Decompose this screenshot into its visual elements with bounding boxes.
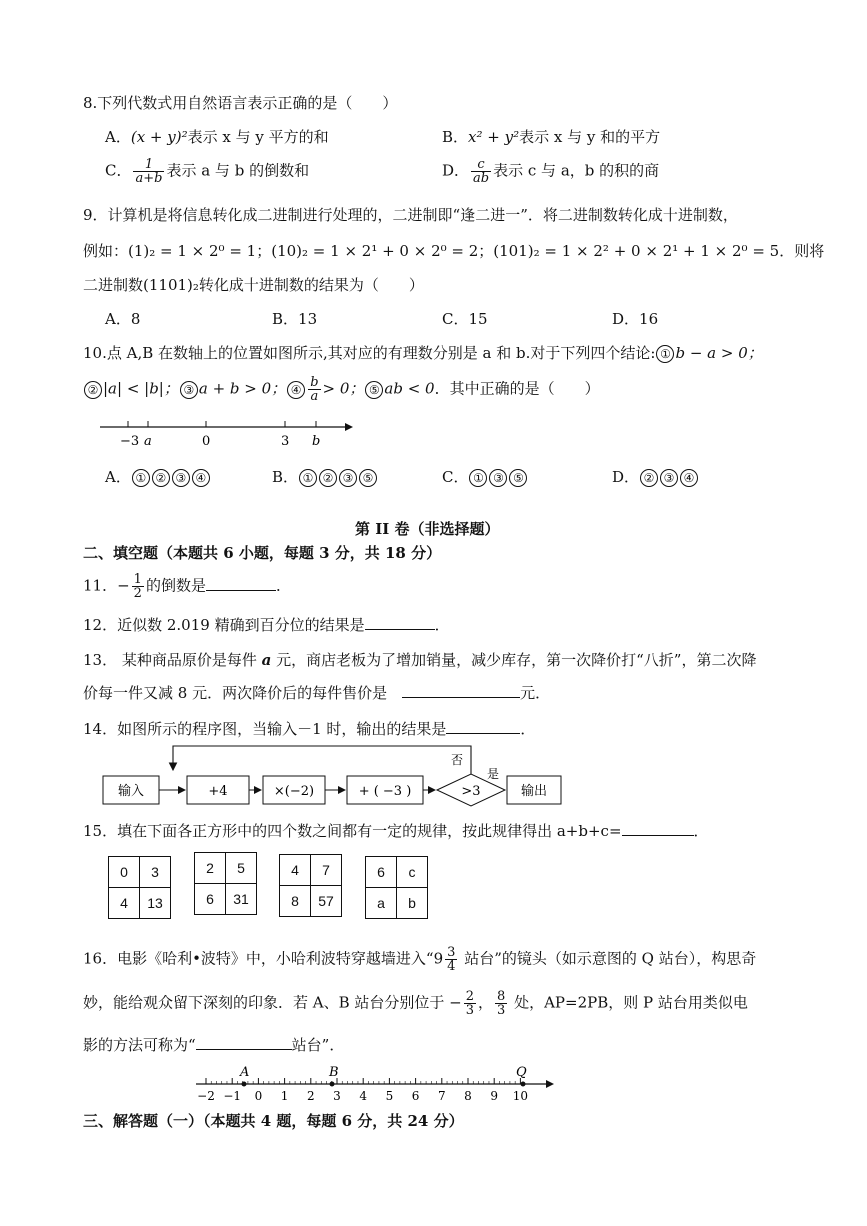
square-cell: 2 [195, 853, 226, 884]
fraction-numerator: c [471, 158, 491, 172]
tick-label: −3 [120, 434, 140, 449]
q11-text: 的倒数是 [145, 576, 206, 595]
axis-tick-label: −2 [197, 1089, 215, 1103]
tick-label: 3 [281, 434, 290, 449]
q11-end: ． [275, 576, 291, 595]
square-cell: 8 [280, 886, 311, 917]
point-q [521, 1082, 526, 1087]
fraction [495, 990, 507, 1017]
option-letter: A． [105, 468, 131, 486]
fraction-numerator: 2 [465, 989, 475, 1004]
axis-tick-label: −1 [223, 1089, 242, 1103]
q16-text: 站台”． [291, 1036, 345, 1054]
axis-tick-label: 2 [306, 1089, 315, 1103]
flow-input: 输入 [117, 784, 145, 799]
circled-number: ④ [287, 381, 305, 399]
fraction [133, 158, 164, 185]
axis-tick-label: 0 [254, 1089, 263, 1103]
q8-option-c [105, 158, 309, 185]
square-cell: 3 [140, 857, 171, 888]
q9-option-d: D．16 [612, 310, 659, 328]
q10-option-a [105, 466, 211, 487]
conclusion-4: > 0； [322, 379, 365, 398]
q16-line-1 [83, 946, 756, 973]
q16-text: 处，AP=2PB，则 P 站台用类似电 [509, 993, 748, 1012]
fraction-denominator: a [310, 389, 319, 404]
q10-option-b [272, 466, 378, 487]
fraction [471, 158, 491, 185]
circled-number: ⑤ [359, 469, 377, 487]
tick-label: 0 [202, 434, 211, 449]
q13-end: 元． [520, 684, 551, 702]
q13-text: 13． 某种商品原价是每件 [83, 651, 262, 669]
point-b [330, 1082, 335, 1087]
axis-tick-label: 6 [411, 1089, 420, 1103]
flow-condition: >3 [461, 784, 481, 799]
square-cell: b [397, 888, 428, 919]
square-cell: 6 [366, 857, 397, 888]
section-2-heading: 二、填空题（本题共 6 小题，每题 3 分，共 18 分） [83, 544, 442, 562]
fraction [308, 376, 320, 403]
option-letter: A． [105, 128, 131, 146]
circled-number: ② [84, 381, 102, 399]
q10-tail: ．其中正确的是（ ） [434, 379, 600, 398]
conclusion-3: a + b > 0； [198, 379, 287, 398]
square-cell: 6 [195, 884, 226, 915]
q16-text: 16．电影《哈利•波特》中，小哈利波特穿越墙进入“ [83, 949, 434, 968]
circled-number: ④ [192, 469, 210, 487]
q10-option-d [612, 466, 699, 487]
number-square-1 [108, 856, 171, 919]
conclusion-1: b − a > 0； [675, 344, 763, 362]
q9-line-1: 9．计算机是将信息转化成二进制进行处理的，二进制即“逢二进一”．将二进制数转化成十进制数， [83, 206, 738, 224]
option-letter: C． [442, 468, 469, 486]
circled-number: ③ [660, 469, 678, 487]
q12 [83, 614, 450, 635]
q16-text: 影的方法可称为“ [83, 1036, 196, 1054]
q16-text: 妙，能给观众留下深刻的印象．若 A、B 站台分别位于 [83, 993, 450, 1012]
q9-line-3: 二进制数(1101)₂转化成十进制数的结果为（ ） [83, 276, 424, 294]
flow-step-1: +4 [208, 784, 228, 799]
circled-number: ② [152, 469, 170, 487]
part-2-title: 第 II 卷（非选择题） [355, 520, 500, 538]
q16-text: 站台”的镜头（如示意图的 Q 站台），构思奇 [459, 949, 757, 968]
q10-number-line [95, 415, 355, 451]
q9-option-a: A．8 [105, 310, 141, 328]
q16-line-3 [83, 1034, 344, 1055]
option-text: 表示 c 与 a，b 的积的商 [493, 161, 660, 180]
fraction [445, 946, 457, 973]
number-square-4 [365, 856, 428, 919]
option-text: 表示 x 与 y 和的平方 [519, 128, 661, 146]
circled-number: ⑤ [365, 381, 383, 399]
flow-step-2: ×(−2) [273, 784, 315, 799]
q15-end: ． [693, 822, 709, 840]
number-square-2 [194, 852, 257, 915]
q16-line-2: 妙，能给观众留下深刻的印象．若 A、B 站台分别位于 − $\frac{2}{3}$ ， $\frac{8}{3}$ 处，AP=2PB，则 P 站台用类似电 [83, 989, 748, 1018]
q10-stem: 10.点 A,B 在数轴上的位置如图所示,其对应的有理数分别是 a 和 b.对于下列四个结论: [83, 344, 656, 362]
axis-tick-label: 8 [464, 1089, 472, 1103]
conclusion-2: |a| < |b|； [103, 379, 179, 398]
circled-number: ⑤ [509, 469, 527, 487]
point-a [242, 1082, 247, 1087]
q13-variable: a [261, 651, 272, 669]
circled-number: ② [319, 469, 337, 487]
option-letter: D． [442, 161, 470, 180]
axis-tick-label: 4 [359, 1089, 368, 1103]
fraction-numerator: 1 [133, 572, 142, 587]
flow-step-3: + ( −3 ) [358, 784, 412, 799]
q8-option-d [442, 158, 659, 185]
square-cell: 4 [280, 855, 311, 886]
q15-text: 15．填在下面各正方形中的四个数之间都有一定的规律，按此规律得出 a+b+c= [83, 822, 622, 840]
option-letter: D． [612, 468, 640, 486]
option-expression: x² + y² [468, 128, 520, 146]
square-cell: 13 [140, 888, 171, 919]
circled-number: ④ [680, 469, 698, 487]
q12-text: 12．近似数 2.019 精确到百分位的结果是 [83, 616, 365, 634]
circled-number: ① [656, 345, 674, 363]
q12-end: ． [434, 616, 450, 634]
point-label-q: Q [516, 1065, 527, 1080]
axis-tick-label: 3 [333, 1089, 341, 1103]
tick-label-a: a [144, 434, 152, 449]
q9-option-c: C．15 [442, 310, 488, 328]
axis-tick-label: 5 [385, 1089, 394, 1103]
fraction-denominator: 3 [465, 1003, 475, 1018]
q13-line-1 [83, 649, 756, 670]
option-letter: C． [105, 161, 132, 180]
q14-flowchart [95, 742, 575, 812]
answer-blank[interactable] [365, 615, 435, 630]
option-letter: B． [272, 468, 299, 486]
square-cell: 4 [109, 888, 140, 919]
option-expression: (x + y)² [130, 128, 188, 146]
q10-line-2 [83, 376, 600, 403]
square-cell: a [366, 888, 397, 919]
circled-number: ③ [172, 469, 190, 487]
square-cell: 7 [311, 855, 342, 886]
q14-end: ． [520, 720, 536, 738]
q8-option-a [105, 126, 329, 147]
answer-blank[interactable] [206, 576, 276, 591]
fraction [464, 990, 476, 1017]
q9-line-2: 例如：(1)₂ = 1 × 2⁰ = 1；(10)₂ = 1 × 2¹ + 0 × 2⁰ = 2；(101)₂ = 1 × 2² + 0 × 2¹ + 1 × 2⁰ = 5．则将 [83, 242, 825, 260]
mixed-number-whole: 9 [433, 949, 444, 968]
fraction-denominator: a+b [135, 171, 163, 186]
q11-prefix: 11．− [83, 576, 130, 595]
circled-number: ② [640, 469, 658, 487]
q9-option-b: B．13 [272, 310, 318, 328]
square-cell: 0 [109, 857, 140, 888]
option-text: 表示 a 与 b 的倒数和 [166, 161, 310, 180]
axis-tick-label: 9 [490, 1089, 499, 1103]
circled-number: ① [299, 469, 317, 487]
square-cell: c [397, 857, 428, 888]
fraction-numerator: 3 [447, 945, 456, 960]
conclusion-5: ab < 0 [384, 379, 435, 398]
flow-output: 输出 [520, 784, 548, 799]
fraction-denominator: 2 [133, 586, 142, 601]
answer-blank[interactable] [196, 1035, 292, 1050]
q10-line-1 [83, 342, 763, 363]
q14-text: 14．如图所示的程序图，当输入－1 时，输出的结果是 [83, 720, 447, 738]
flow-no-label: 否 [451, 753, 464, 767]
q16-number-line [192, 1062, 558, 1106]
circled-number: ① [132, 469, 150, 487]
circled-number: ③ [180, 381, 198, 399]
q10-option-c [442, 466, 528, 487]
fraction-numerator: 1 [133, 158, 164, 172]
circled-number: ③ [489, 469, 507, 487]
answer-blank[interactable] [446, 719, 520, 734]
tick-label-b: b [312, 434, 321, 449]
answer-blank[interactable] [622, 821, 694, 836]
axis-tick-label: 10 [512, 1089, 529, 1103]
q8-option-b [442, 126, 660, 147]
q11 [83, 573, 291, 600]
point-label-b: B [329, 1065, 339, 1080]
axis-tick-label: 1 [280, 1089, 289, 1103]
section-3-heading: 三、解答题（一）（本题共 4 题，每题 6 分，共 24 分） [83, 1112, 464, 1130]
q13-text: 元，商店老板为了增加销量，减少库存，第一次降价打“八折”，第二次降 [271, 651, 757, 669]
square-cell: 5 [226, 853, 257, 884]
axis-tick-label: 7 [437, 1089, 446, 1103]
fraction-numerator: 8 [497, 989, 506, 1004]
flow-yes-label: 是 [487, 767, 500, 781]
q15 [83, 820, 709, 841]
square-cell: 57 [311, 886, 342, 917]
fraction-denominator: 3 [497, 1003, 506, 1018]
circled-number: ③ [339, 469, 357, 487]
circled-number: ① [469, 469, 487, 487]
q8-stem: 8.下列代数式用自然语言表示正确的是（ ） [83, 94, 398, 112]
q13-text: 价每一件又减 8 元．两次降价后的每件售价是 [83, 684, 388, 702]
answer-blank[interactable] [402, 683, 520, 698]
fraction-denominator: ab [473, 171, 490, 186]
fraction [132, 573, 144, 600]
point-label-a: A [240, 1065, 250, 1080]
option-letter: B． [442, 128, 469, 146]
fraction-denominator: 4 [447, 959, 456, 974]
q14 [83, 718, 535, 739]
fraction-numerator: b [310, 375, 319, 390]
option-text: 表示 x 与 y 平方的和 [187, 128, 329, 146]
q13-line-2 [83, 682, 550, 703]
square-cell: 31 [226, 884, 257, 915]
number-square-3 [279, 854, 342, 917]
